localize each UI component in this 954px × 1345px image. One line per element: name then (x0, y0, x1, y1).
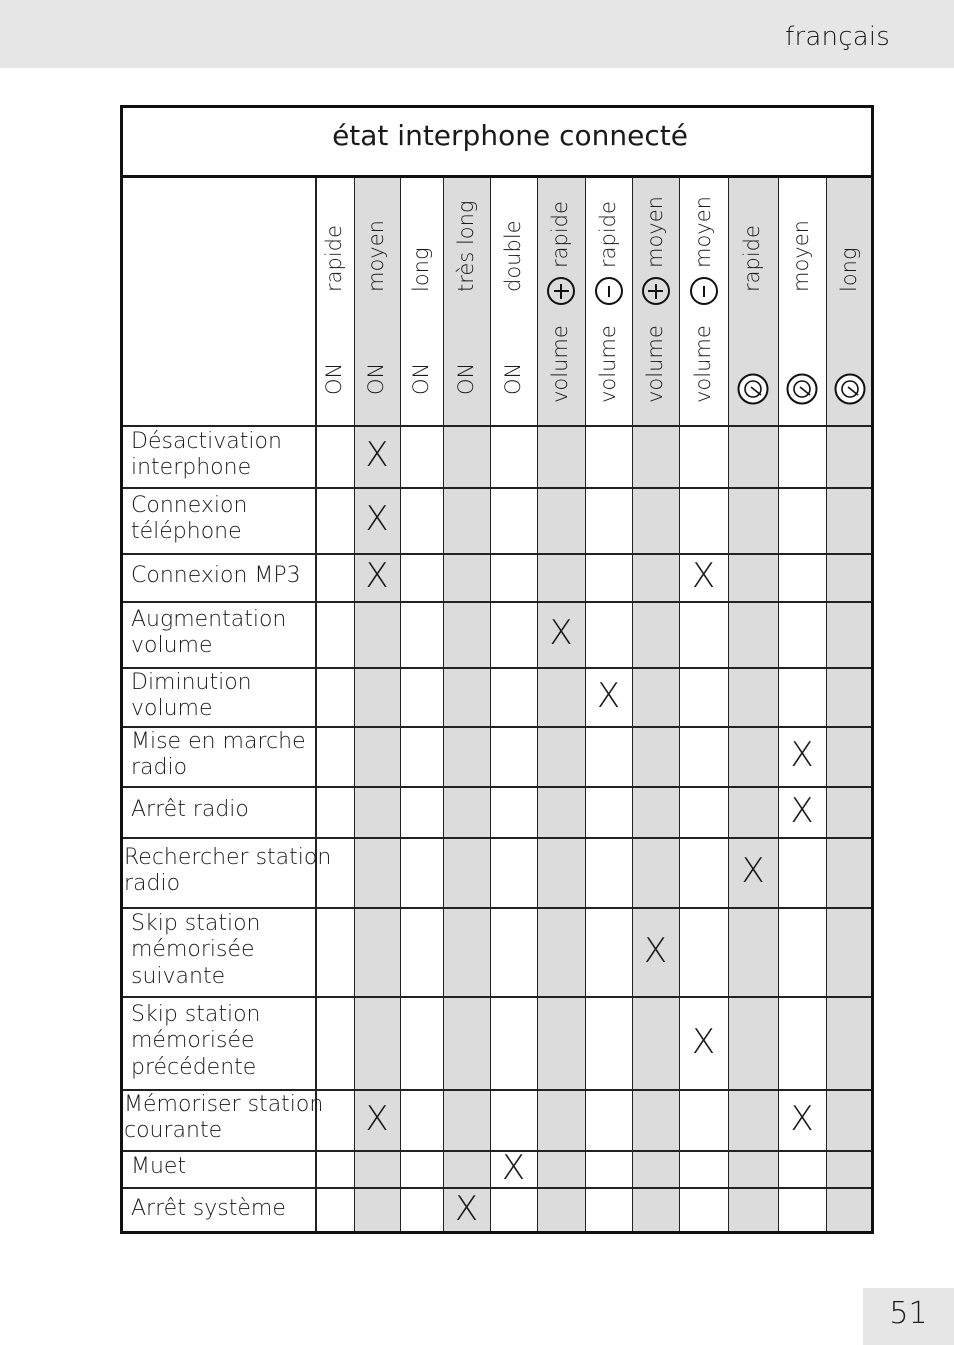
column-button-label: ON (500, 362, 525, 395)
column-press-label: moyen (364, 220, 388, 292)
column-button-label: volume (548, 325, 572, 403)
row-label: Arrêt système (131, 1195, 286, 1221)
row-label: Mémoriser station courante (124, 1092, 324, 1144)
x-mark: X (596, 675, 621, 716)
row-label: Connexion téléphone (131, 492, 248, 544)
x-mark: X (365, 1098, 389, 1139)
column-press-label: rapide (740, 225, 764, 292)
column-button-label: volume (642, 325, 667, 403)
x-mark: X (643, 930, 668, 971)
x-mark: X (691, 1021, 716, 1062)
column-press-label: double (500, 220, 525, 292)
x-mark: X (501, 1147, 526, 1188)
column-press-label: rapide (321, 225, 346, 292)
row-label: Mise en marche radio (131, 729, 306, 781)
row-label: Arrêt radio (131, 797, 249, 823)
x-mark: X (790, 735, 814, 775)
column-press-label: long (408, 247, 433, 292)
x-mark: X (790, 1098, 814, 1139)
column-button-label: volume (595, 325, 620, 403)
row-label: Muet (131, 1154, 187, 1180)
x-mark: X (790, 790, 814, 831)
column-button-label: ON (408, 362, 433, 395)
row-label: Diminution volume (131, 670, 252, 722)
column-button-label: ON (321, 362, 346, 395)
column-press-label: rapide (548, 201, 572, 268)
column-press-label: moyen (789, 220, 813, 292)
x-mark: X (549, 613, 573, 653)
header-band (0, 0, 954, 68)
x-mark: X (365, 556, 389, 596)
x-mark: X (454, 1189, 479, 1229)
row-label: Augmentation volume (131, 606, 287, 658)
column-press-label: moyen (642, 196, 667, 268)
command-table (120, 105, 874, 1234)
page-number-box (863, 1288, 954, 1345)
column-button-label: volume (690, 325, 715, 403)
row-label: Rechercher station radio (124, 844, 332, 896)
row-label: Connexion MP3 (131, 562, 301, 588)
page-number: 51 (889, 1296, 928, 1331)
x-mark: X (691, 556, 716, 596)
row-label: Skip station mémorisée suivante (131, 910, 261, 989)
x-mark: X (365, 499, 389, 539)
table-title: état interphone connecté (332, 119, 688, 152)
column-button-label: ON (364, 362, 388, 395)
column-press-label: long (837, 247, 861, 292)
row-label: Skip station mémorisée précédente (131, 1001, 261, 1080)
column-button-label: ON (453, 362, 478, 395)
column-press-label: moyen (690, 196, 715, 268)
language-label: français (785, 22, 890, 52)
x-mark: X (741, 851, 765, 891)
row-label: Désactivation interphone (131, 428, 282, 480)
column-press-label: rapide (595, 201, 620, 268)
x-mark: X (365, 435, 389, 475)
table-frame (120, 105, 874, 1234)
column-press-label: très long (453, 200, 478, 292)
